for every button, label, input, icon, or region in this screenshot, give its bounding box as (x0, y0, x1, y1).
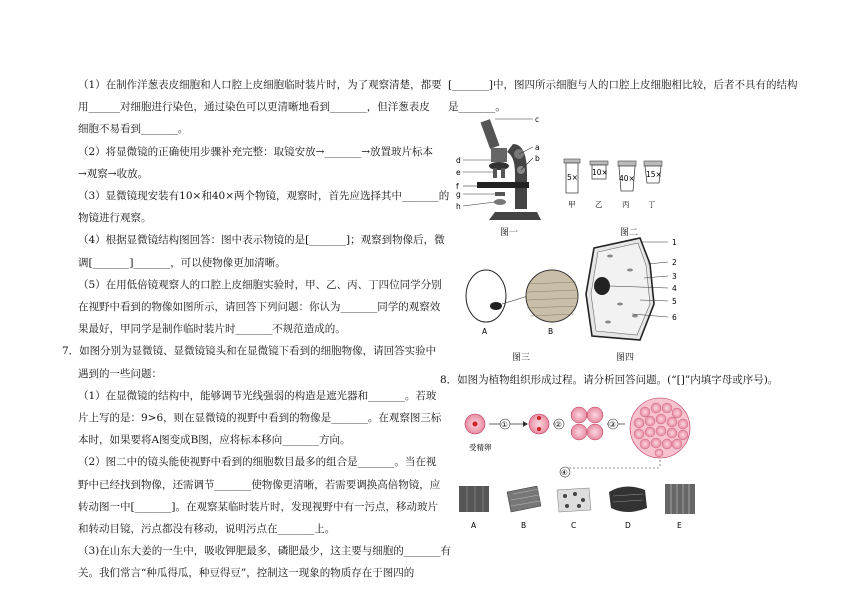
tissue-label-e: E (677, 521, 682, 530)
label-c: c (535, 115, 540, 124)
fig3-label-a: A (482, 327, 488, 336)
tissue-label-d: D (625, 521, 631, 530)
tissue-label-c: C (571, 521, 577, 530)
plant-cell-figure (580, 234, 690, 348)
right-column (448, 74, 820, 118)
left-column (62, 74, 452, 585)
label-d: d (456, 156, 461, 165)
q7-line-b: 遇到的一些问题： (78, 367, 162, 380)
label-h: h (456, 202, 461, 211)
q7-1-line-c: 本时，如果要将A图变成B图，应将标本移向_______方向。 (78, 434, 351, 447)
q6-1-line-b: 用______对细胞进行染色，通过染色可以更清晰地看到_______，但洋葱表皮 (78, 101, 430, 114)
q6-3-line-a: （3）显微镜现安装有10×和40×两个物镜，观察时，首先应选择其中_______的 (78, 190, 450, 203)
cell-views-figure (460, 262, 580, 342)
tissue-d (609, 486, 647, 512)
tissue-a (459, 486, 489, 512)
step-1: ① (501, 420, 508, 429)
q7-3-line-b: 关。我们常言“种瓜得瓜，种豆得豆”，控制这一现象的物质存在于图四的 (78, 567, 415, 580)
q6-5-line-c: 果最好，甲同学是制作临时装片时_______不规范造成的。 (78, 323, 346, 336)
q7-2-line-a: （2）图二中的镜头能使视野中看到的细胞数目最多的组合是_______。当在视 (78, 456, 437, 469)
tissue-b (507, 486, 541, 512)
tissue-label-a: A (471, 521, 477, 530)
step-4: ④ (561, 468, 568, 477)
q6-5-line-a: （5）在用低倍镜观察人的口腔上皮细胞实验时，甲、乙、丙、丁四位同学分别 (78, 278, 442, 291)
q6-2-line-a: （2）将显微镜的正确使用步骤补充完整：取镜安放→_______→放置玻片标本 (78, 145, 434, 158)
tissue-formation-figure (455, 396, 745, 536)
fig3-label-b: B (548, 327, 554, 336)
lens-name-yi: 乙 (595, 200, 603, 209)
q6-1-line-c: 细胞不易看到_______。 (78, 123, 189, 136)
q6-3-line-b: 物镜进行观察。 (78, 212, 152, 225)
fertilized-egg-label: 受精卵 (469, 443, 492, 452)
q7-1-line-a: （1）在显微镜的结构中，能够调节光线强弱的构造是遮光器和_______。若玻 (78, 389, 437, 402)
fig4-label-6: 6 (672, 313, 677, 322)
label-f: f (456, 182, 459, 191)
lens-name-ding: 丁 (648, 200, 656, 209)
q7-cont-line-b: 是_______。 (448, 101, 506, 114)
q6-5-line-b: 在视野中看到的物像如图所示，请回答下列问题：你认为_______同学的观察效 (78, 301, 441, 314)
tissue-e (665, 484, 695, 514)
lens-40x: 40× (619, 174, 635, 183)
q8-question: 8．如图为植物组织形成过程。请分析回答问题。(“[]”内填字母或序号)。 (440, 374, 779, 386)
lens-name-bing: 丙 (622, 200, 630, 209)
step-2: ② (555, 420, 562, 429)
q7-2-line-b: 野中已经找到物像，还需调节_______使物像更清晰，若需要调换高倍物镜，应 (78, 478, 441, 491)
fig2-caption: 图二 (620, 228, 639, 238)
lens-15x: 15× (646, 170, 662, 179)
step-3: ③ (609, 420, 616, 429)
q7-2-line-c: 转动图一中[_______]。在观察某临时装片时，发现视野中有一污点，移动玻片 (78, 500, 438, 513)
q7-1-line-b: 片上写的是：9>6，则在显微镜的视野中看到的物像是_______。在观察图三标 (78, 412, 442, 425)
q7-3-line-a: （3)在山东大姜的一生中，吸收钾肥最多，磷肥最少，这主要与细胞的_______有 (78, 545, 452, 558)
label-a: a (535, 143, 540, 152)
fig4-caption: 图四 (616, 353, 635, 363)
label-e: e (456, 168, 461, 177)
q6-1-line-a: （1）在制作洋葱表皮细胞和人口腔上皮细胞临时装片时，为了观察清楚，都要 (78, 79, 442, 91)
fig4-label-3: 3 (672, 272, 677, 281)
tissue-label-b: B (521, 521, 527, 530)
fig4-label-2: 2 (672, 258, 677, 267)
fig4-label-1: 1 (672, 238, 677, 247)
q6-4-line-a: （4）根据显微镜结构图回答：图中表示物镜的是[_______]；观察到物像后，微 (78, 234, 445, 247)
tissue-c (557, 488, 591, 512)
fig1-caption: 图一 (500, 228, 519, 238)
q6-4-line-b: 调[_______]_______，可以使物像更加清晰。 (78, 256, 286, 269)
lens-name-jia: 甲 (568, 200, 576, 209)
lenses-figure (558, 155, 668, 215)
fig3-caption: 图三 (512, 353, 531, 363)
q7-cont-line-a: [_______]中，图四所示细胞与人的口腔上皮细胞相比较，后者不具有的结构 (448, 79, 798, 91)
label-b: b (535, 154, 540, 163)
label-g: g (456, 190, 461, 199)
lens-10x: 10× (592, 168, 608, 177)
microscope-figure (455, 114, 565, 234)
fig4-label-5: 5 (672, 297, 677, 306)
q6-2-line-b: →观察→收放。 (78, 167, 149, 180)
q7-2-line-d: 和转动目镜，污点都没有移动，说明污点在_______上。 (78, 523, 336, 536)
fig4-label-4: 4 (672, 284, 677, 293)
q7-line-a: 7．如图分别为显微镜、显微镜镜头和在显微镜下看到的细胞物像，请回答实验中 (62, 345, 437, 358)
lens-5x: 5× (567, 173, 579, 182)
